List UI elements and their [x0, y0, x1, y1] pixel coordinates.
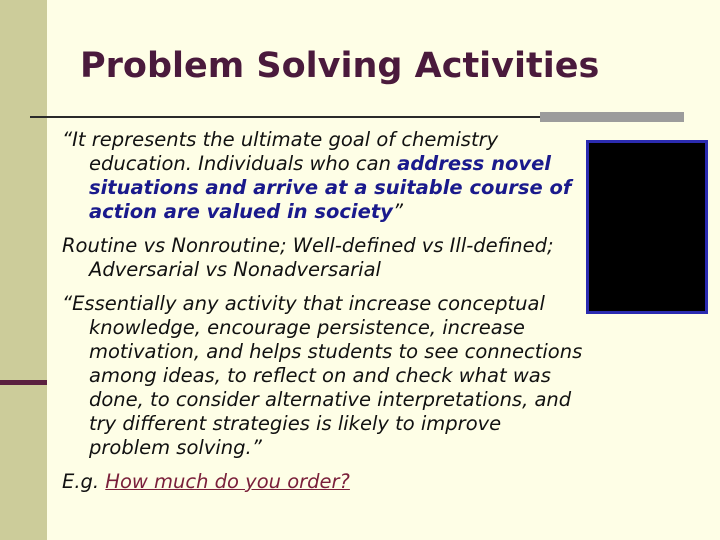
- quote-paragraph: [62, 128, 587, 224]
- quote-highlight: address novel situations and arrive at a suitable course of action are valued in society: [89, 152, 572, 223]
- slide-body: [62, 128, 587, 504]
- activity-paragraph: [62, 292, 587, 460]
- activity-text: “Essentially any activity that increase conceptual knowledge, encourage persistence, increase motivation, and helps students to see connections among ideas, to reflect on and check what was done, to consider alternative interpretations, and try different strategies is likely to improve problem solving.”: [62, 292, 583, 459]
- left-sidebar-bar: [0, 0, 47, 540]
- media-placeholder: [586, 140, 708, 314]
- title-divider-accent: [540, 112, 684, 122]
- example-prefix: E.g.: [62, 470, 106, 493]
- example-link[interactable]: How much do you order?: [105, 470, 350, 493]
- quote-text-end: ”: [392, 200, 403, 223]
- quote-text-start: “It represents the ultimate goal of chemistry education. Individuals who can: [62, 128, 499, 175]
- types-paragraph: [62, 234, 587, 282]
- example-paragraph: [62, 470, 587, 494]
- left-accent-line: [0, 380, 47, 385]
- types-text: Routine vs Nonroutine; Well-defined vs Ill-defined; Adversarial vs Nonadversarial: [62, 234, 554, 281]
- slide-title: Problem Solving Activities: [80, 46, 600, 86]
- title-divider: [30, 116, 540, 118]
